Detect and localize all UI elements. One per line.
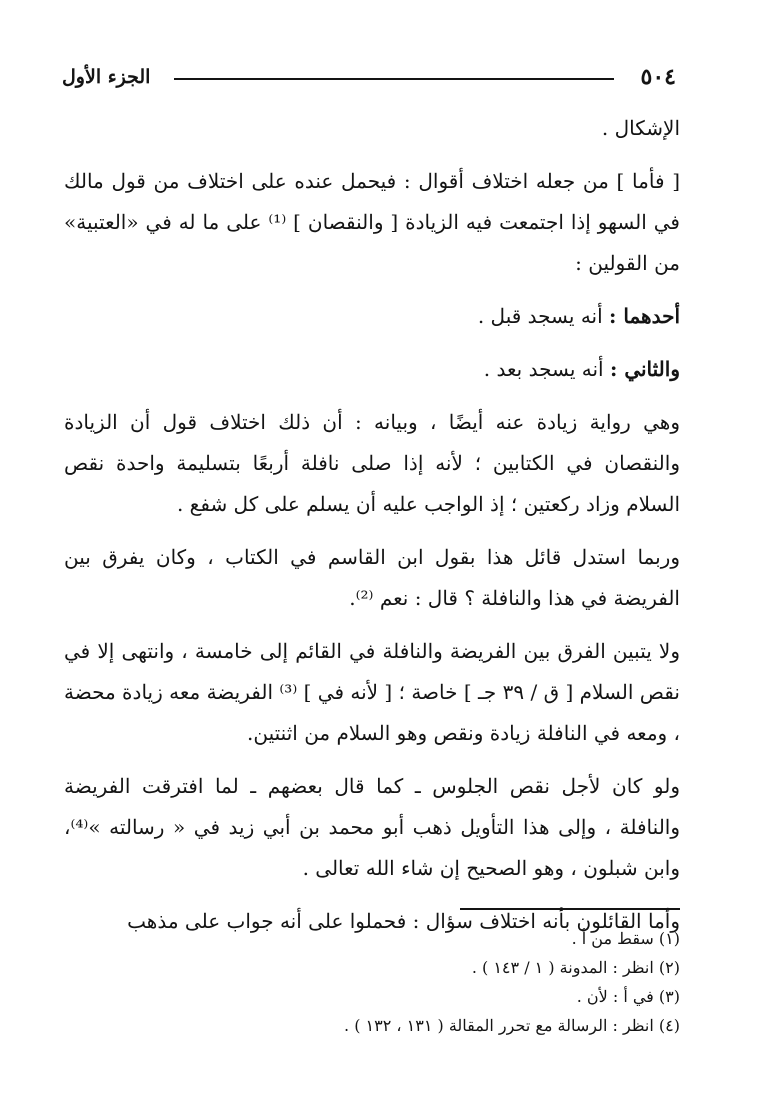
footnote-rule [460,908,680,910]
paragraph-text: وربما استدل قائل هذا بقول ابن القاسم في الكتاب ، وكان يفرق بين الفريضة في هذا والنافلة ؟ قال : نعم ⁽²⁾. [64,545,680,610]
paragraph-text: الإشكال . [601,116,680,140]
paragraph-text: أنه يسجد قبل . [477,304,610,328]
paragraph-text: أنه يسجد بعد . [483,357,610,381]
paragraph [64,631,680,754]
page-number: ٥٠٤ [640,64,676,90]
paragraph [64,108,680,149]
main-text [64,108,680,954]
paragraph [64,349,680,390]
paragraph [64,402,680,525]
footnote: (٢) انظر : المدونة ( ١ / ١٤٣ ) . [471,958,680,977]
paragraph [64,537,680,619]
paragraph-text: ولا يتبين الفرق بين الفريضة والنافلة في القائم إلى خامسة ، وانتهى إلا في نقص السلام [ ق / ٣٩ جـ ] خاصة ؛ [ لأنه في ] ⁽³⁾ الفريضة معه زيادة محضة ، ومعه في النافلة زيادة ونقص وهو السلام من اثنتين. [64,639,680,745]
paragraph-text: ولو كان لأجل نقص الجلوس ـ كما قال بعضهم ـ لما افترقت الفريضة والنافلة ، وإلى هذا التأويل ذهب أبو محمد بن أبي زيد في « رسالته »⁽⁴⁾، وابن شبلون ، وهو الصحيح إن شاء الله تعالى . [64,774,680,880]
footnote: (٤) انظر : الرسالة مع تحرر المقالة ( ١٣١ ، ١٣٢ ) . [344,1016,680,1035]
paragraph-text: [ فأما ] من جعله اختلاف أقوال : فيحمل عنده على اختلاف من قول مالك في السهو إذا اجتمعت فيه الزيادة [ والنقصان ] ⁽¹⁾ على ما له في «العتبية» من القولين : [64,169,680,275]
footnote: (١) سقط من أ . [571,929,680,948]
paragraph-text: وأما القائلون بأنه اختلاف سؤال : فحملوا على أنه جواب على مذهب [127,909,680,933]
paragraph [64,766,680,889]
volume-title: الجزء الأول [62,66,151,88]
footnotes [120,924,680,1040]
running-header [62,62,676,92]
paragraph [64,296,680,337]
paragraph-text: وهي رواية زيادة عنه أيضًا ، وبيانه : أن ذلك اختلاف قول أن الزيادة والنقصان في الكتابين ؛ لأنه إذا صلى نافلة أربعًا بتسليمة واحدة نقص السلام وزاد ركعتين ؛ إذ الواجب عليه أن يسلم على كل شفع . [64,410,680,516]
paragraph-lead: والثاني : [609,357,680,381]
paragraph-lead: أحدهما : [609,304,680,328]
paragraph [64,161,680,284]
footnote: (٣) في أ : لأن . [576,987,680,1006]
header-rule [174,78,614,80]
